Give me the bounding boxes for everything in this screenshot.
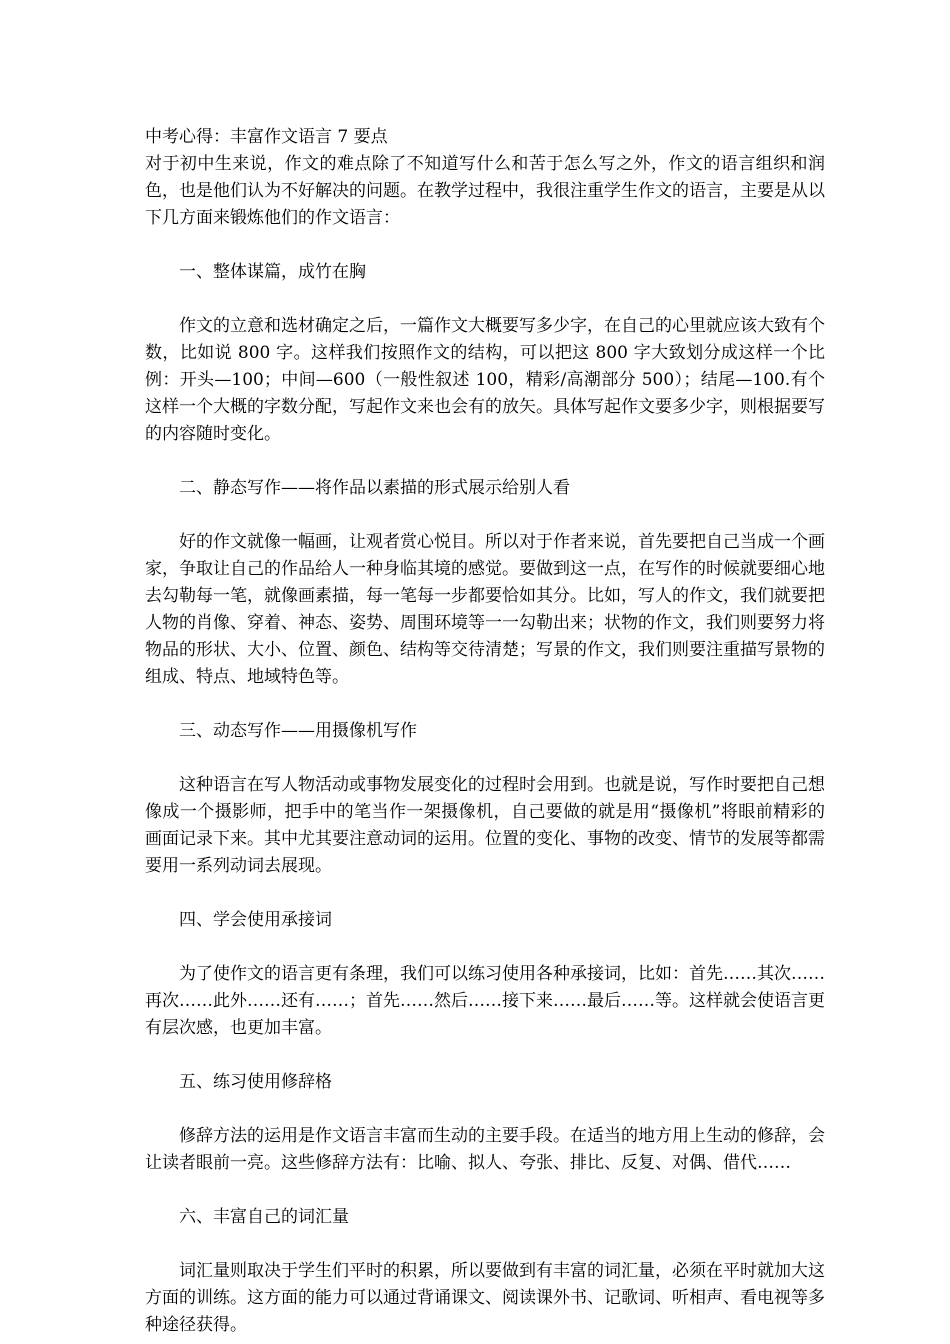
spacer: [145, 1231, 825, 1258]
spacer: [145, 448, 825, 475]
spacer: [145, 691, 825, 718]
section-1-body: 作文的立意和选材确定之后，一篇作文大概要写多少字，在自己的心里就应该大致有个数，比如说 800 字。这样我们按照作文的结构，可以把这 800 字大致划分成这样一个比例：开头—100；中间—600（一般性叙述 100，精彩/高潮部分 500）；结尾—100.有个这样一个大概的字数分配，写起作文来也会有的放矢。具体写起作文要多少字，则根据要写的内容随时变化。: [145, 316, 825, 444]
spacer: [145, 1177, 825, 1204]
spacer: [145, 880, 825, 907]
section-4-heading: 四、学会使用承接词: [179, 910, 332, 930]
intro-paragraph: 对于初中生来说，作文的难点除了不知道写什么和苦于怎么写之外，作文的语言组织和润色，也是他们认为不好解决的问题。在教学过程中，我很注重学生作文的语言，主要是从以下几方面来锻炼他们的作文语言：: [145, 154, 825, 228]
spacer: [145, 1096, 825, 1123]
section-2-heading: 二、静态写作——将作品以素描的形式展示给别人看: [179, 478, 570, 498]
document-page: [145, 124, 825, 1339]
section-2-body: 好的作文就像一幅画，让观者赏心悦目。所以对于作者来说，首先要把自己当成一个画家，争取让自己的作品给人一种身临其境的感觉。要做到这一点，在写作的时候就要细心地去勾勒每一笔，就像画素描，每一笔每一步都要恰如其分。比如，写人的作文，我们就要把人物的肖像、穿着、神态、姿势、周围环境等一一勾勒出来；状物的作文，我们则要努力将物品的形状、大小、位置、颜色、结构等交待清楚；写景的作文，我们则要注重描写景物的组成、特点、地域特色等。: [145, 532, 825, 687]
section-5-body: 修辞方法的运用是作文语言丰富而生动的主要手段。在适当的地方用上生动的修辞，会让读者眼前一亮。这些修辞方法有：比喻、拟人、夸张、排比、反复、对偶、借代……: [145, 1126, 825, 1173]
spacer: [145, 934, 825, 961]
section-4-body: 为了使作文的语言更有条理，我们可以练习使用各种承接词，比如：首先……其次……再次……此外……还有……；首先……然后……接下来……最后……等。这样就会使语言更有层次感，也更加丰富。: [145, 964, 825, 1038]
section-3-body: 这种语言在写人物活动或事物发展变化的过程时会用到。也就是说，写作时要把自己想像成一个摄影师，把手中的笔当作一架摄像机，自己要做的就是用“摄像机”将眼前精彩的画面记录下来。其中尤其要注意动词的运用。位置的变化、事物的改变、情节的发展等都需要用一系列动词去展现。: [145, 775, 825, 876]
spacer: [145, 502, 825, 529]
spacer: [145, 1042, 825, 1069]
section-6-heading: 六、丰富自己的词汇量: [179, 1207, 349, 1227]
section-1-heading: 一、整体谋篇，成竹在胸: [179, 262, 366, 282]
spacer: [145, 745, 825, 772]
document-title: 中考心得：丰富作文语言 7 要点: [145, 127, 388, 147]
section-6-body: 词汇量则取决于学生们平时的积累，所以要做到有丰富的词汇量，必须在平时就加大这方面的训练。这方面的能力可以通过背诵课文、阅读课外书、记歌词、听相声、看电视等多种途径获得。: [145, 1261, 825, 1335]
spacer: [145, 232, 825, 259]
spacer: [145, 286, 825, 313]
section-3-heading: 三、动态写作——用摄像机写作: [179, 721, 417, 741]
section-5-heading: 五、练习使用修辞格: [179, 1072, 332, 1092]
